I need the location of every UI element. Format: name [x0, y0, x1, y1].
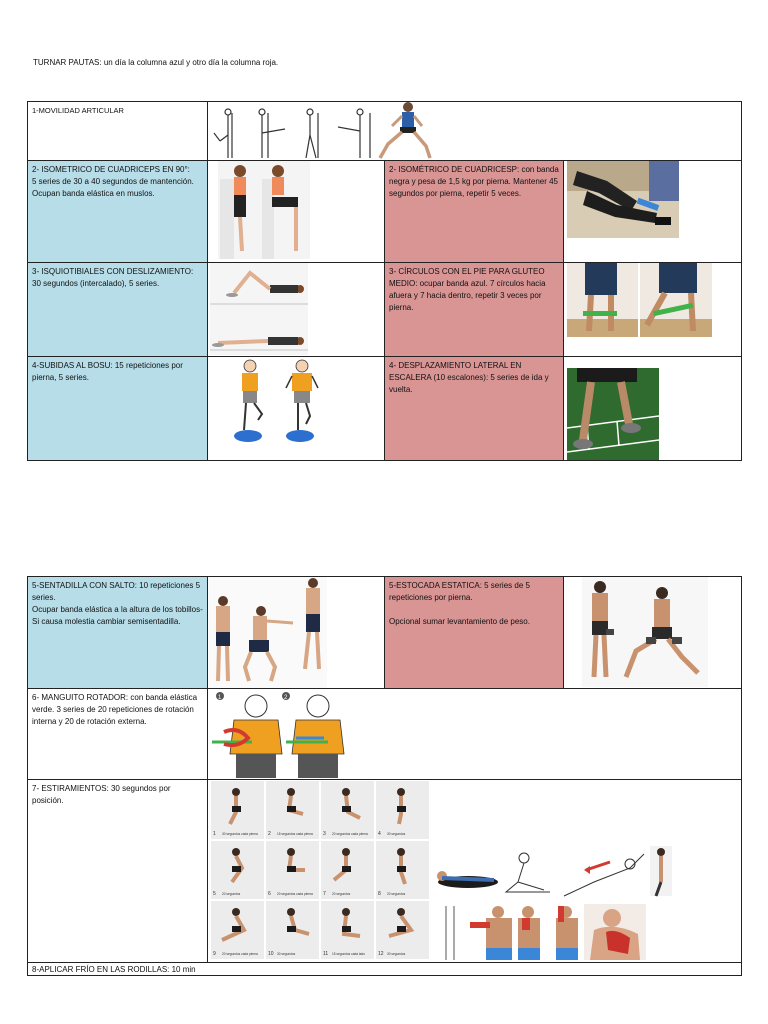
intro-instructions: TURNAR PAUTAS: un día la columna azul y otro día la columna roja. [33, 58, 279, 67]
stretch-figure-shorts [232, 866, 241, 872]
stretch-number: 7 [323, 891, 326, 897]
band-circles-photo [567, 263, 712, 337]
extra-stretch-illustrations [434, 842, 674, 962]
stretch-number: 4 [378, 831, 381, 837]
stretch-figure-shorts [287, 926, 296, 932]
hamstring-slide-photo [210, 263, 308, 355]
stretch-caption: 30 segundos [277, 952, 296, 956]
stretch-caption: 15 segundos cada pierna [277, 832, 313, 836]
stretch-number: 11 [323, 951, 329, 957]
stretch-figure-shorts [397, 926, 406, 932]
stretch-cell-5 [211, 841, 264, 899]
stretch-figure-shorts [232, 806, 241, 812]
hamstring-slide-blue-text: 3- ISQUIOTIBIALES CON DESLIZAMIENTO: 30 segundos (intercalado), 5 series. [27, 262, 208, 357]
stretch-figure-shorts [287, 866, 296, 872]
stretch-number: 6 [268, 891, 271, 897]
stretch-number: 1 [213, 831, 216, 837]
static-lunge-red-text: 5-ESTOCADA ESTATICA: 5 series de 5 repeticiones por pierna. Opcional sumar levantamiento de peso. [384, 576, 564, 689]
stretch-grid [210, 780, 432, 962]
rotator-cuff-illustration [212, 690, 346, 778]
stretch-figure-head [287, 908, 295, 916]
stretch-figure-head [397, 908, 405, 916]
stretch-figure-shorts [342, 806, 351, 812]
lateral-lunge-photo [376, 100, 436, 160]
stretch-cell-2 [266, 781, 319, 839]
stretch-figure-head [342, 788, 350, 796]
stretching-text: 7- ESTIRAMIENTOS: 30 segundos por posición. [27, 779, 208, 963]
rotator-step-1-number: 1 [218, 695, 222, 701]
isometric-quad-red-text: 2- ISOMÉTRICO DE CUADRICESP: con banda negra y pesa de 1,5 kg por pierna. Mantener 45 segundos por pierna, repetir 5 veces. [384, 160, 564, 263]
stretch-caption: 15 segundos cada lado [332, 952, 365, 956]
bosu-step-illustration [232, 358, 328, 448]
stretch-number: 10 [268, 951, 274, 957]
stretch-number: 5 [213, 891, 216, 897]
agility-ladder-photo [567, 368, 659, 460]
stretch-figure-shorts [232, 926, 241, 932]
ice-knees-text: 8-APLICAR FRÍO EN LAS RODILLAS: 10 min [27, 962, 742, 976]
bosu-step-blue-text: 4-SUBIDAS AL BOSU: 15 repeticiones por pierna, 5 series. [27, 356, 208, 461]
stretch-cell-12 [376, 901, 429, 959]
stretch-cell-3 [321, 781, 374, 839]
stretch-figure-head [342, 848, 350, 856]
stretch-caption: 30 segundos [387, 832, 406, 836]
ladder-lateral-red-text: 4- DESPLAZAMIENTO LATERAL EN ESCALERA (10 escalones): 5 series de ida y vuelta. [384, 356, 564, 461]
stretch-figure-head [232, 908, 240, 916]
stretch-caption: 20 segundos cada pierna [332, 832, 368, 836]
movilidad-articular-label: 1-MOVILIDAD ARTICULAR [27, 101, 208, 161]
stretch-number: 8 [378, 891, 381, 897]
stretch-figure-head [342, 908, 350, 916]
stretch-number: 12 [378, 951, 384, 957]
stretch-figure-shorts [287, 806, 296, 812]
glute-circles-red-text: 3- CÍRCULOS CON EL PIE PARA GLUTEO MEDIO: ocupar banda azul. 7 círculos hacia afuera y 7 hacia dentro, repetir 3 veces por pierna. [384, 262, 564, 357]
rotator-cuff-text: 6- MANGUITO ROTADOR: con banda elástica verde. 3 series de 20 repeticiones de rotación interna y 20 de rotación externa. [27, 688, 208, 780]
jump-squat-photo [209, 577, 327, 688]
stretch-cell-4 [376, 781, 429, 839]
stretch-figure-head [287, 848, 295, 856]
stretch-caption: 20 segundos cada pierna [222, 952, 258, 956]
stretch-cell-8 [376, 841, 429, 899]
isometric-quad-blue-text: 2- ISOMETRICO DE CUADRICEPS EN 90°: 5 series de 30 a 40 segundos de mantención. Ocupan banda elástica en muslos. [27, 160, 208, 263]
wall-sit-photo [218, 161, 310, 259]
stretch-cell-7 [321, 841, 374, 899]
seated-band-leg-photo [567, 161, 679, 238]
stretch-figure-shorts [342, 866, 351, 872]
stretch-caption: 20 segundos [387, 892, 406, 896]
stretch-cell-6 [266, 841, 319, 899]
stretch-cell-9 [211, 901, 264, 959]
stretch-figure-shorts [397, 806, 406, 812]
stretch-number: 3 [323, 831, 326, 837]
stretch-caption: 20 segundos cada pierna [277, 892, 313, 896]
stretch-number: 2 [268, 831, 271, 837]
stretch-cell-11 [321, 901, 374, 959]
stretch-number: 9 [213, 951, 216, 957]
stretch-figure-shorts [397, 866, 406, 872]
stretch-cell-1 [211, 781, 264, 839]
static-lunge-photo [582, 577, 708, 687]
stretch-caption: 20 segundos [222, 892, 241, 896]
stretch-caption: 30 segundos [387, 952, 406, 956]
stretch-caption: 30 segundos cada pierna [222, 832, 258, 836]
stretch-figure-head [397, 848, 405, 856]
stretch-caption: 20 segundos [332, 892, 351, 896]
stretch-figure-head [287, 788, 295, 796]
jump-squat-blue-text: 5-SENTADILLA CON SALTO: 10 repeticiones 5 series. Ocupar banda elástica a la altura de los tobillos- Si causa molestia cambiar semisentadilla. [27, 576, 208, 689]
stretch-figure-head [397, 788, 405, 796]
stretch-figure-head [232, 848, 240, 856]
rotator-step-2-number: 2 [284, 695, 288, 701]
stretch-cell-10 [266, 901, 319, 959]
stretch-figure-shorts [342, 926, 351, 932]
stretch-figure-head [232, 788, 240, 796]
